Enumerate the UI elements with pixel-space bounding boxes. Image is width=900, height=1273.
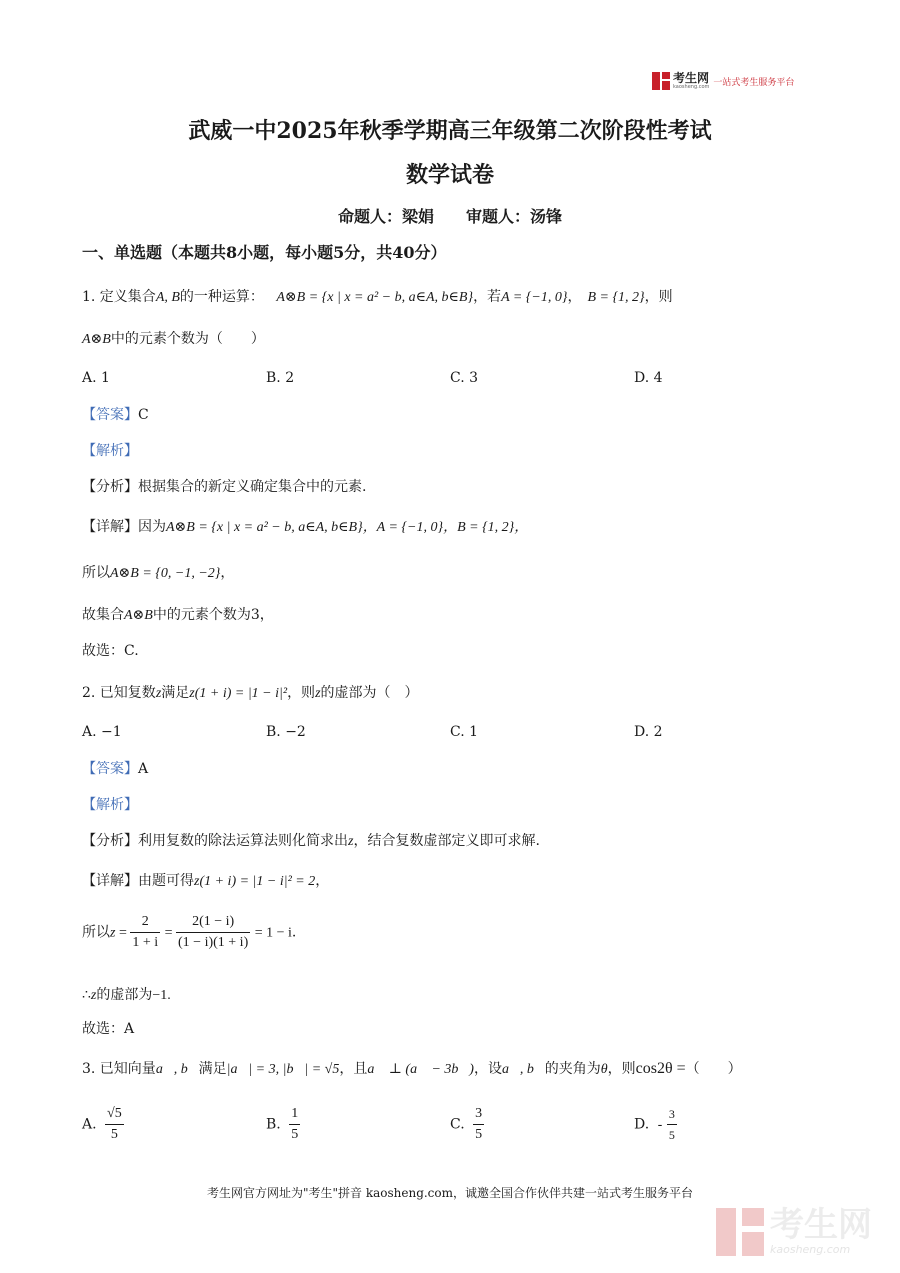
q3-option-a: A. $\frac{√5}{5}$ [82,1106,122,1142]
q1-count: 故集合A⊗B中的元素个数为3， [82,607,274,623]
question-1-stem: 1. 定义集合A, B的一种运算： A⊗B = {x | x = a² − b, a∈A, b∈B}，若A = {−1, 0}， B = {1, 2}，则 [82,289,673,305]
watermark-domain: kaosheng.com [770,1243,851,1256]
q1-so: 所以A⊗B = {0, −1, −2}， [82,565,235,581]
q2-analysis-label: 【解析】 [82,797,138,813]
q2-therefore: ∴z的虚部为−1. [82,987,171,1003]
q1-choice: 故选：C. [82,643,139,659]
q2-fenxi: 【分析】利用复数的除法运算法则化简求出z，结合复数虚部定义即可求解. [82,833,540,849]
q2-fraction-2: $\frac{2(1 - i)}{(1 - i)(1 + i)}$ [178,914,249,950]
watermark-logo-icon [716,1208,764,1256]
kaosheng-logo-icon [652,72,670,90]
header-slogan: 一站式考生服务平台 [713,77,795,88]
q2-choice: 故选：A [82,1021,135,1037]
q3-option-d: D. - $\frac{3}{5}$ [634,1104,677,1145]
question-2-stem: 2. 已知复数z满足z(1 + i) = |1 − i|²，则z的虚部为（ ） [82,685,419,701]
q2-option-d: D. 2 [634,724,663,740]
q1-fenxi: 【分析】根据集合的新定义确定集合中的元素. [82,479,367,495]
question-1-line2: A⊗B中的元素个数为（ ） [82,331,265,347]
exam-title: 武威一中2025年秋季学期高三年级第二次阶段性考试 [188,118,712,144]
q2-option-c: C. 1 [450,724,479,740]
q2-detail: 【详解】由题可得z(1 + i) = |1 − i|² = 2， [82,873,330,889]
q1-detail: 【详解】因为A⊗B = {x | x = a² − b, a∈A, b∈B}，A = {−1, 0}，B = {1, 2}， [82,519,529,535]
watermark-name: 考生网 [770,1205,872,1245]
exam-authors: 命题人：梁娟 审题人：汤锋 [337,207,562,226]
logo-name: 考生网 [673,70,710,85]
logo-domain: kaosheng.com [673,83,710,90]
section-heading: 一、单选题（本题共8小题，每小题5分，共40分） [82,243,447,262]
exam-subtitle: 数学试卷 [405,162,494,188]
question-3-stem: 3. 已知向量a⃗, b⃗满足|a⃗| = 3, |b⃗| = √5，且a⃗ ⊥ (a⃗ − 3b⃗)，设a⃗, b⃗的夹角为θ，则cos2θ =（ ） [82,1060,742,1077]
q3-option-b: B. $\frac{1}{5}$ [266,1106,299,1142]
q1-option-a: A. 1 [82,370,110,386]
kaosheng-watermark [716,1207,872,1256]
q2-option-b: B. −2 [266,724,306,740]
header-logo [652,72,794,90]
q2-fraction-1: $\frac{2}{1 + i}$ [132,914,159,950]
q1-option-d: D. 4 [634,370,663,386]
q1-analysis-label: 【解析】 [82,443,138,459]
q2-option-a: A. −1 [82,724,122,740]
q3-option-c: C. $\frac{3}{5}$ [450,1106,483,1142]
page-footer: 考生网官方网址为"考生"拼音 kaosheng.com，诚邀全国合作伙伴共建一站式考生服务平台 [206,1186,694,1200]
q2-so: 所以z = $\frac{2}{1 + i}$ = $\frac{2(1 - i)}{(1 - i)(1 + i)}$ = 1 − i. [82,912,296,953]
q1-option-c: C. 3 [450,370,479,386]
q1-option-b: B. 2 [266,370,295,386]
q2-answer: 【答案】A [82,761,149,777]
q1-answer: 【答案】C [82,407,149,423]
